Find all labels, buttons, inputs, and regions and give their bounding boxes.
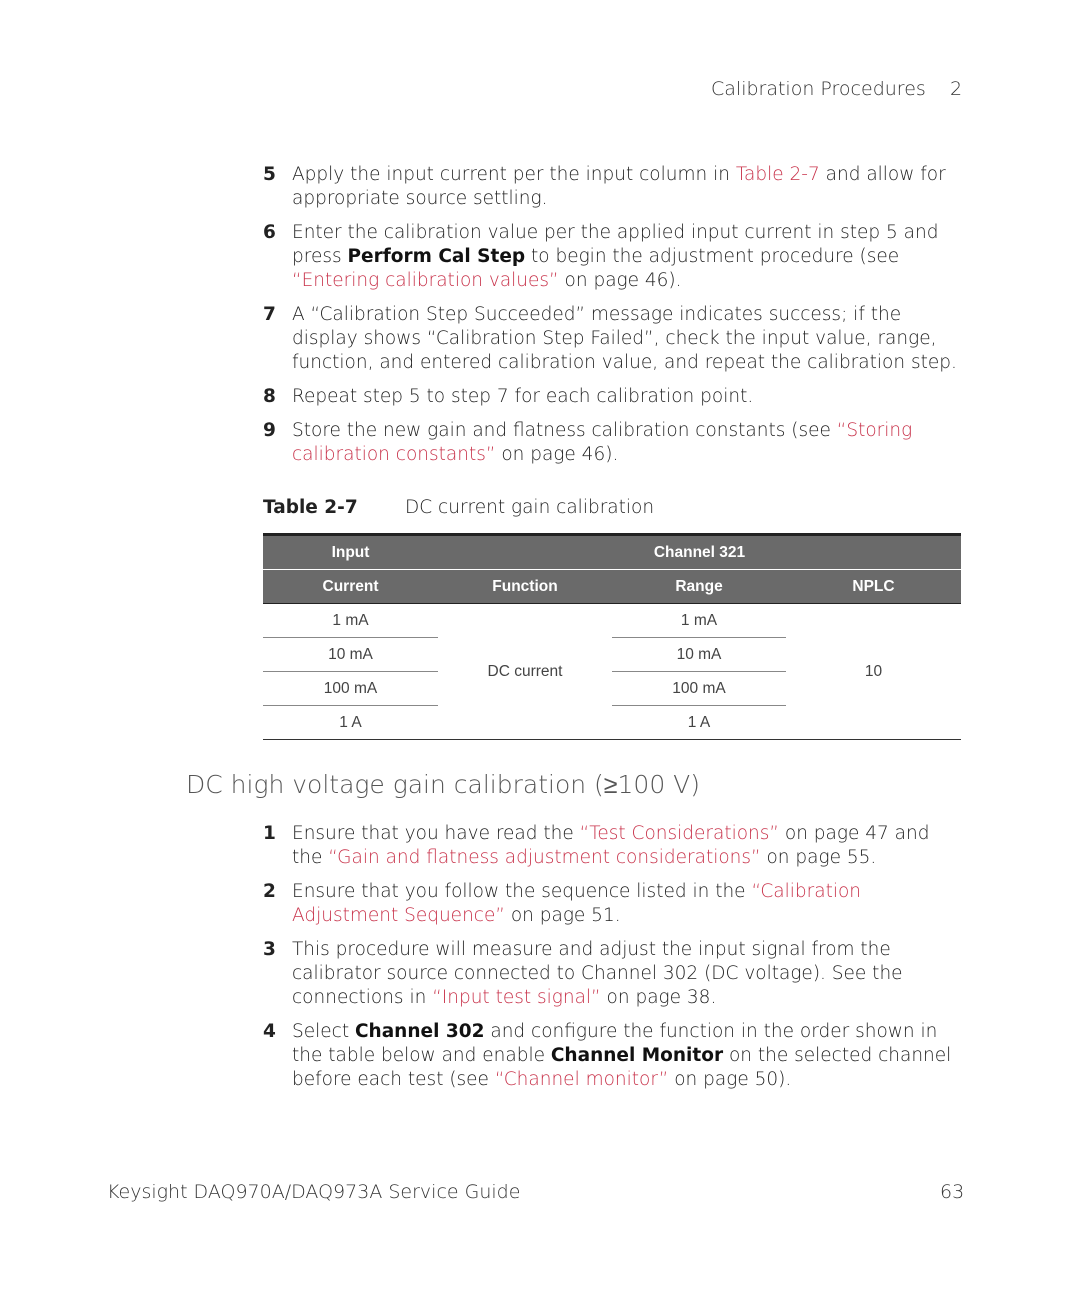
step-text: Ensure that you have read the bbox=[292, 823, 580, 844]
header-range: Range bbox=[612, 570, 786, 604]
cross-reference-link[interactable]: “Channel monitor” bbox=[494, 1069, 669, 1090]
step-text: A “Calibration Step Succeeded” message indicates success; if the display shows “Calibration Step Failed”, check the input value, range, function, and entered calibration value, and repeat the calibration step. bbox=[292, 304, 957, 373]
cross-reference-link[interactable]: “Storing calibration constants” bbox=[292, 420, 913, 465]
step-text: and allow for appropriate source settling. bbox=[292, 164, 946, 209]
step-number: 4 bbox=[263, 1021, 276, 1042]
running-header-section: Calibration Procedures bbox=[711, 78, 926, 100]
step-number: 9 bbox=[263, 420, 276, 441]
cell-current: 100 mA bbox=[263, 672, 438, 706]
header-current: Current bbox=[263, 570, 438, 604]
step-item bbox=[263, 221, 963, 293]
step-number: 3 bbox=[263, 939, 276, 960]
cell-range: 1 mA bbox=[612, 604, 786, 638]
cell-nplc: 10 bbox=[786, 604, 961, 740]
step-text: on the selected channel before each test (see bbox=[292, 1045, 952, 1090]
step-number: 1 bbox=[263, 823, 276, 844]
step-text: on page 50). bbox=[668, 1069, 792, 1090]
section-heading: DC high voltage gain calibration (≥100 V) bbox=[186, 770, 701, 799]
header-nplc: NPLC bbox=[786, 570, 961, 604]
cell-range: 1 A bbox=[612, 706, 786, 740]
ui-term: Perform Cal Step bbox=[347, 246, 526, 267]
table-caption bbox=[263, 497, 655, 518]
step-text: to begin the adjustment procedure (see bbox=[525, 246, 900, 267]
step-number: 8 bbox=[263, 386, 276, 407]
step-text: on page 55. bbox=[760, 847, 877, 868]
cross-reference-link[interactable]: “Calibration Adjustment Sequence” bbox=[292, 881, 862, 926]
step-text: Ensure that you follow the sequence listed in the bbox=[292, 881, 752, 902]
step-number: 2 bbox=[263, 881, 276, 902]
step-text: on page 47 and the bbox=[292, 823, 930, 868]
table-label: Table 2-7 bbox=[263, 497, 358, 518]
cell-current: 1 A bbox=[263, 706, 438, 740]
step-text: Select bbox=[292, 1021, 355, 1042]
step-text: Store the new gain and flatness calibration constants (see bbox=[292, 420, 837, 441]
header-channel: Channel 321 bbox=[438, 535, 961, 570]
step-text: on page 46). bbox=[495, 444, 619, 465]
step-number: 5 bbox=[263, 164, 276, 185]
running-header-chapter: 2 bbox=[950, 78, 963, 100]
step-list-b bbox=[263, 822, 963, 1102]
cross-reference-link[interactable]: “Test Considerations” bbox=[579, 823, 779, 844]
step-item bbox=[263, 938, 963, 1010]
ui-term: Channel Monitor bbox=[550, 1045, 724, 1066]
cross-reference-link[interactable]: “Input test signal” bbox=[432, 987, 601, 1008]
step-item bbox=[263, 1020, 963, 1092]
cross-reference-link[interactable]: “Gain and flatness adjustment considerations” bbox=[328, 847, 761, 868]
step-item bbox=[263, 419, 963, 467]
dc-current-gain-table bbox=[263, 533, 961, 740]
header-function: Function bbox=[438, 570, 612, 604]
step-text: Repeat step 5 to step 7 for each calibration point. bbox=[292, 386, 754, 407]
cell-current: 10 mA bbox=[263, 638, 438, 672]
step-number: 7 bbox=[263, 304, 276, 325]
cross-reference-link[interactable]: “Entering calibration values” bbox=[292, 270, 559, 291]
step-text: on page 38. bbox=[600, 987, 717, 1008]
cell-current: 1 mA bbox=[263, 604, 438, 638]
step-item bbox=[263, 385, 963, 409]
step-number: 6 bbox=[263, 222, 276, 243]
step-text: Enter the calibration value per the applied input current in step 5 and press bbox=[292, 222, 939, 267]
step-text: Apply the input current per the input column in bbox=[292, 164, 736, 185]
step-text: on page 46). bbox=[558, 270, 682, 291]
step-text: and configure the function in the order shown in the table below and enable bbox=[292, 1021, 938, 1066]
header-input: Input bbox=[263, 535, 438, 570]
table-row bbox=[263, 604, 961, 638]
cell-range: 100 mA bbox=[612, 672, 786, 706]
table-title: DC current gain calibration bbox=[405, 497, 655, 518]
step-text: This procedure will measure and adjust the input signal from the calibrator source connected to Channel 302 (DC voltage). See the connections in bbox=[292, 939, 903, 1008]
step-list-a bbox=[263, 163, 963, 477]
cross-reference-link[interactable]: Table 2-7 bbox=[735, 164, 820, 185]
footer-guide-title: Keysight DAQ970A/DAQ973A Service Guide bbox=[107, 1181, 521, 1203]
step-item bbox=[263, 163, 963, 211]
cell-range: 10 mA bbox=[612, 638, 786, 672]
step-item bbox=[263, 822, 963, 870]
step-text: on page 51. bbox=[504, 905, 621, 926]
cell-function: DC current bbox=[438, 604, 612, 740]
ui-term: Channel 302 bbox=[354, 1021, 485, 1042]
footer-page-number: 63 bbox=[940, 1181, 965, 1203]
step-item bbox=[263, 303, 963, 375]
step-item bbox=[263, 880, 963, 928]
